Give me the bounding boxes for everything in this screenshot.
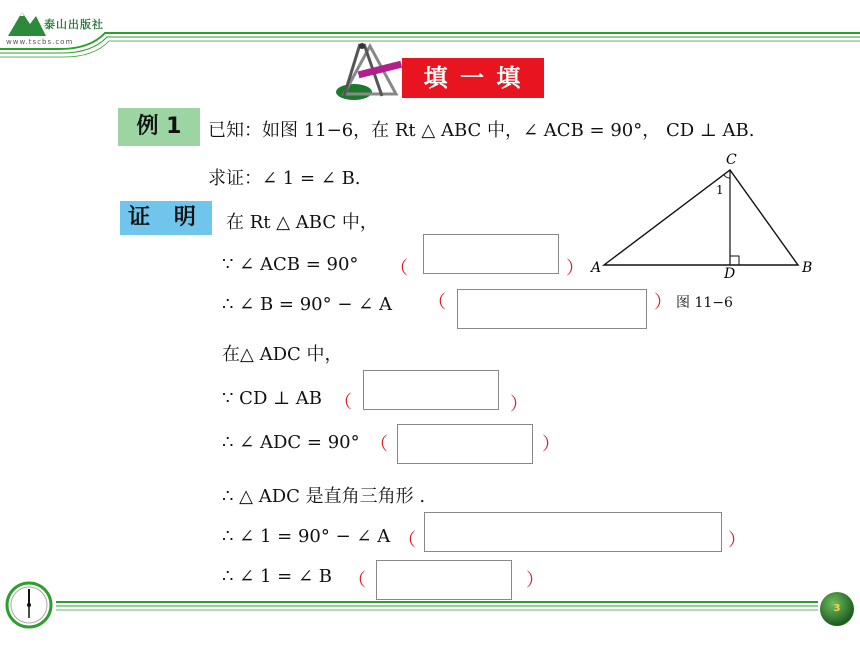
proof-line-3: ∴ ∠ B = 90° − ∠ A xyxy=(222,294,392,315)
proof-line-6: ∴ ∠ ADC = 90° xyxy=(222,432,360,453)
proof-line-9: ∴ ∠ 1 = ∠ B xyxy=(222,566,332,587)
prove-statement: 求证：∠ 1 = ∠ B. xyxy=(208,168,361,189)
label-b: B xyxy=(802,260,813,276)
page-number: 3 xyxy=(820,592,854,626)
reason-box-2[interactable] xyxy=(457,289,647,329)
proof-tag: 证 明 xyxy=(120,201,212,235)
triangle-figure xyxy=(590,150,820,280)
reason-box-6[interactable] xyxy=(376,560,512,600)
paren-close: ） xyxy=(526,570,544,591)
publisher-name: 泰山出版社 xyxy=(44,18,104,31)
geometry-tools-icon xyxy=(330,40,410,102)
paren-open: （ xyxy=(334,392,352,413)
paren-close: ） xyxy=(728,530,746,551)
proof-line-8: ∴ ∠ 1 = 90° − ∠ A xyxy=(222,526,391,547)
reason-box-1[interactable] xyxy=(423,234,559,274)
clock-icon xyxy=(4,580,54,630)
reason-box-5[interactable] xyxy=(424,512,722,552)
label-d: D xyxy=(724,266,736,280)
proof-line-2: ∵ ∠ ACB = 90° xyxy=(222,254,359,275)
label-angle-1: 1 xyxy=(716,183,724,197)
label-c: C xyxy=(726,152,737,168)
proof-line-5: ∵ CD ⊥ AB xyxy=(222,388,322,409)
proof-line-1: 在 Rt △ ABC 中， xyxy=(226,212,378,233)
publisher-url: www.tscbs.com xyxy=(6,38,74,46)
given-statement: 已知：如图 11−6，在 Rt △ ABC 中，∠ ACB = 90°， CD ⊥ AB. xyxy=(208,120,755,141)
paren-close: ） xyxy=(654,292,672,313)
paren-open: （ xyxy=(370,434,388,455)
proof-line-4: 在△ ADC 中， xyxy=(222,344,343,365)
section-banner: 填 一 填 xyxy=(402,58,544,98)
example-tag: 例 1 xyxy=(118,108,200,146)
paren-open: （ xyxy=(398,530,416,551)
paren-close: ） xyxy=(510,394,528,415)
paren-close: ） xyxy=(566,258,584,279)
reason-box-4[interactable] xyxy=(397,424,533,464)
paren-open: （ xyxy=(428,292,446,313)
paren-open: （ xyxy=(390,258,408,279)
paren-open: （ xyxy=(348,570,366,591)
proof-line-7: ∴ △ ADC 是直角三角形 . xyxy=(222,486,426,507)
label-a: A xyxy=(591,260,602,276)
figure-caption: 图 11−6 xyxy=(676,295,733,311)
reason-box-3[interactable] xyxy=(363,370,499,410)
paren-close: ） xyxy=(542,434,560,455)
